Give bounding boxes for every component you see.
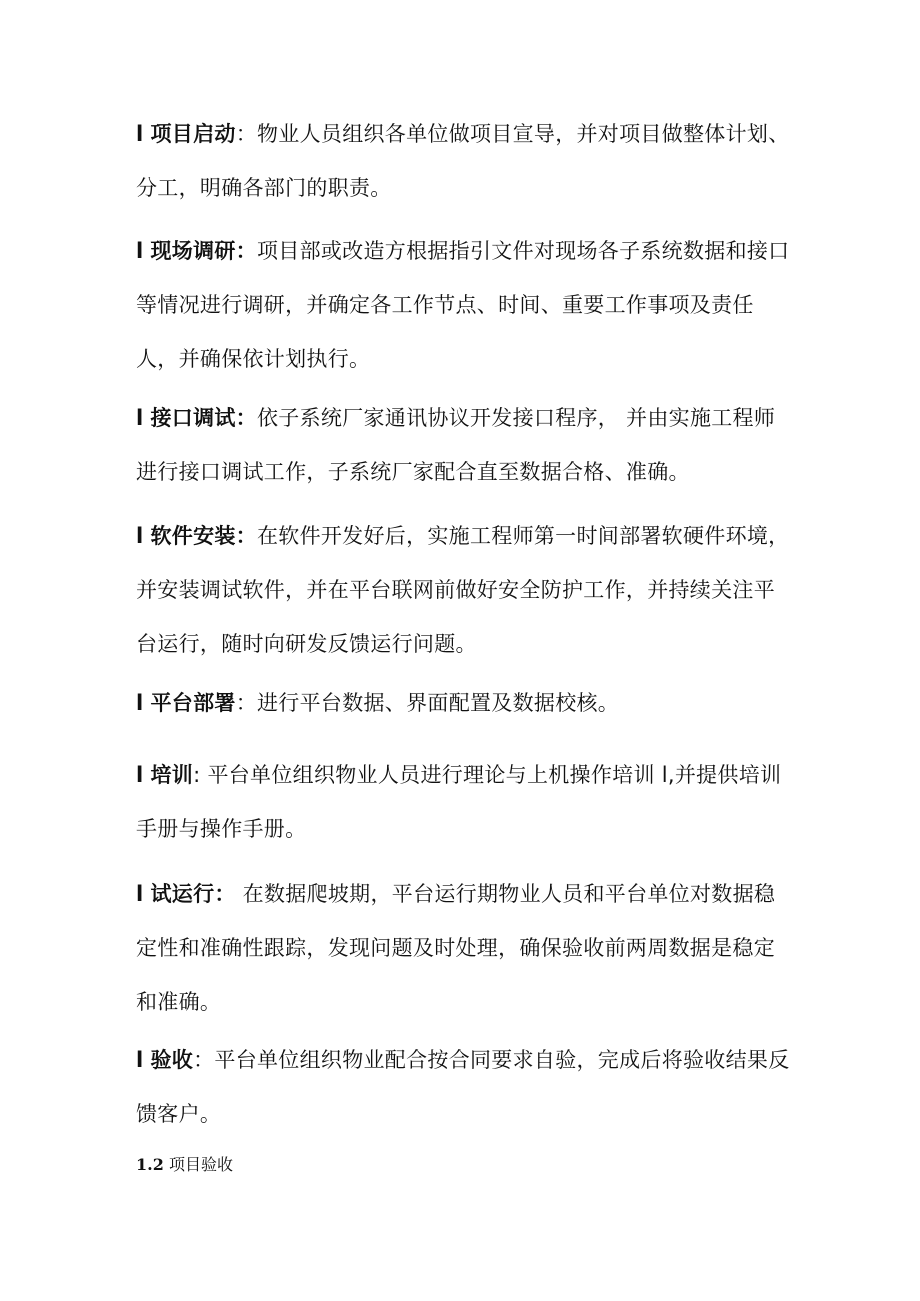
list-item-project-start — [136, 107, 796, 215]
bullet-marker: l — [136, 763, 144, 787]
item-separator: ： — [235, 122, 257, 146]
item-term: 验收 — [150, 1048, 194, 1072]
bullet-marker: l — [136, 406, 144, 430]
item-term: 项目启动 — [150, 122, 236, 146]
list-item-interface-debug — [136, 391, 796, 499]
bullet-marker: l — [136, 239, 144, 263]
list-item-trial-run — [136, 867, 796, 1029]
bullet-marker: l — [136, 1048, 144, 1072]
item-term: 培训 — [150, 763, 194, 787]
bullet-marker: l — [136, 882, 144, 906]
item-text: 项目部或改造方根据指引文件对现场各子系统数据和接口等情况进行调研，并确定各工作节点、时间、重要工作事项及责任人，并确保依计划执行。 — [136, 239, 790, 371]
item-separator: ： — [193, 1048, 215, 1072]
bullet-marker: l — [136, 122, 144, 146]
section-heading — [136, 1152, 233, 1178]
item-text: 平台单位组织物业人员进行理论与上机操作培训 l,并提供培训手册与操作手册。 — [136, 763, 782, 841]
item-text: 进行平台数据、界面配置及数据校核。 — [257, 691, 620, 715]
bullet-marker: l — [136, 524, 144, 548]
bullet-marker: l — [136, 691, 144, 715]
item-text: 平台单位组织物业配合按合同要求自验，完成后将验收结果反馈客户。 — [136, 1048, 790, 1126]
item-separator: ： — [235, 691, 257, 715]
list-item-acceptance — [136, 1033, 796, 1141]
list-item-site-survey — [136, 224, 796, 386]
item-term: 接口调试： — [150, 406, 257, 430]
item-term: 试运行： — [150, 882, 236, 906]
item-text: 在数据爬坡期，平台运行期物业人员和平台单位对数据稳定性和准确性跟踪，发现问题及时处理，确保验收前两周数据是稳定和准确。 — [136, 882, 776, 1014]
item-term: 软件安装： — [150, 524, 257, 548]
item-separator — [236, 882, 243, 906]
item-text: 物业人员组织各单位做项目宣导，并对项目做整体计划、分工，明确各部门的职责。 — [136, 122, 790, 200]
section-number: 1.2 — [136, 1155, 164, 1174]
item-term: 平台部署 — [150, 691, 236, 715]
list-item-software-install — [136, 509, 796, 671]
list-item-training — [136, 748, 796, 856]
list-item-platform-deploy — [136, 676, 796, 730]
item-separator: : — [193, 763, 208, 787]
item-text: 在软件开发好后，实施工程师第一时间部署软硬件环境，并安装调试软件，并在平台联网前做好安全防护工作，并持续关注平台运行，随时向研发反馈运行问题。 — [136, 524, 790, 656]
item-text: 依子系统厂家通讯协议开发接口程序， 并由实施工程师进行接口调试工作，子系统厂家配合直至数据合格、准确。 — [136, 406, 776, 484]
item-term: 现场调研： — [150, 239, 257, 263]
section-title: 项目验收 — [168, 1155, 233, 1174]
